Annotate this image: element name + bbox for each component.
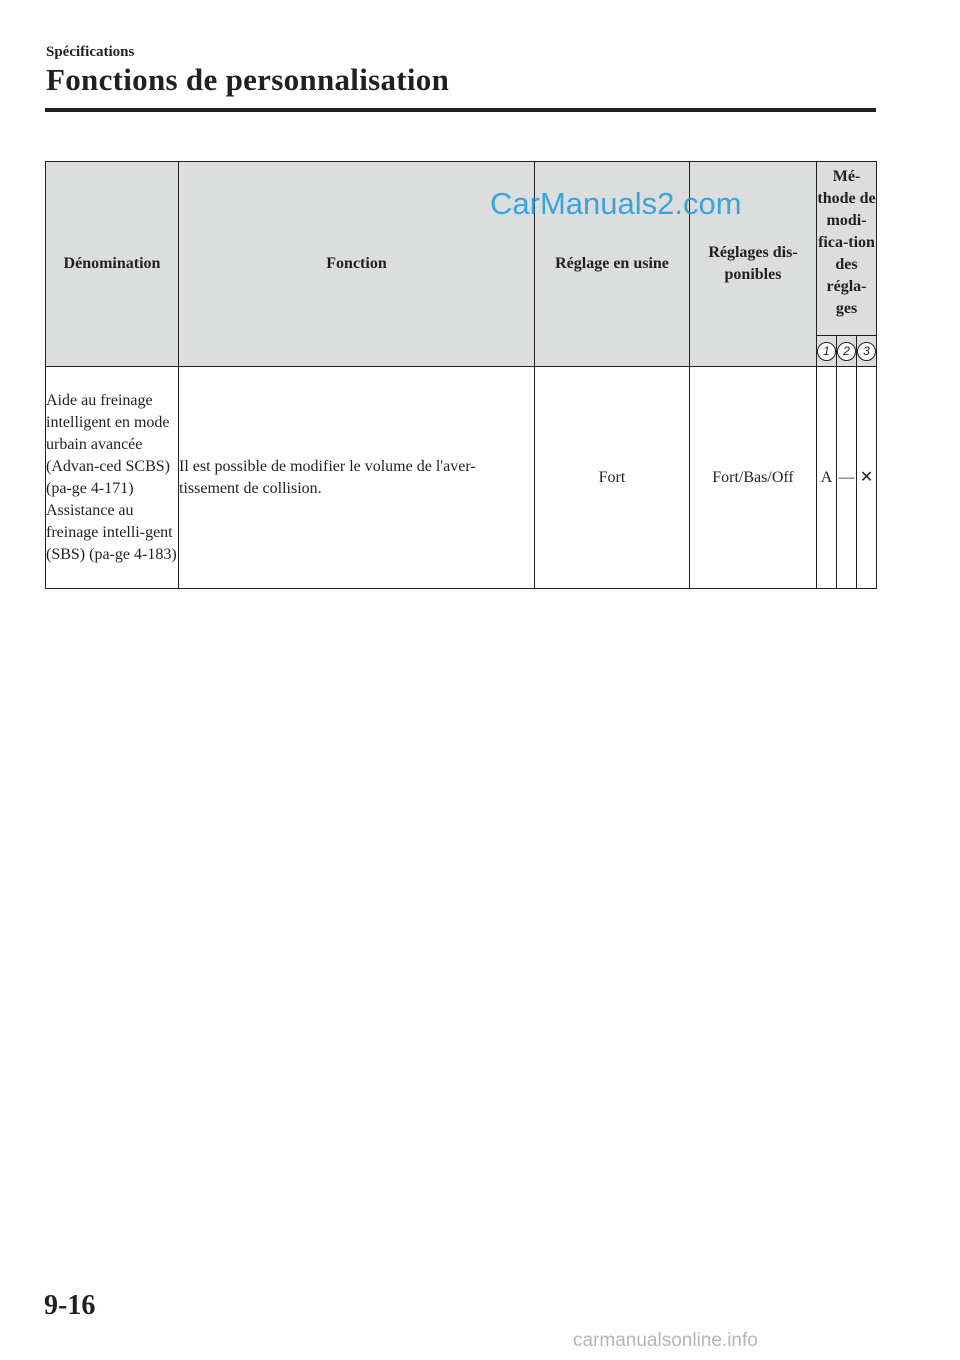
method-number-3-icon: 3	[857, 342, 876, 361]
method-number-2-icon: 2	[837, 342, 856, 361]
row-method-2: —	[837, 367, 857, 589]
method-column-1	[817, 336, 837, 367]
method-number-1-icon: 1	[817, 342, 836, 361]
row-factory-setting: Fort	[535, 367, 690, 589]
row-method-1: A	[817, 367, 837, 589]
method-column-3	[857, 336, 877, 367]
row-function: Il est possible de modifier le volume de l'aver-tissement de collision.	[179, 367, 535, 589]
row-name: Aide au freinage intelligent en mode urbain avancée (Advan-ced SCBS) (pa-ge 4-171) Assistance au freinage intelli-gent (SBS) (pa-ge 4-183)	[46, 367, 179, 589]
page-title: Fonctions de personnalisation	[46, 62, 450, 97]
section-label: Spécifications	[46, 44, 135, 60]
footer-site-watermark: carmanualsonline.info	[573, 1330, 758, 1351]
title-divider	[45, 108, 876, 112]
header-factory-setting: Réglage en usine	[535, 162, 690, 367]
header-function: Fonction	[179, 162, 535, 367]
table-row	[46, 367, 877, 589]
page-number: 9-16	[44, 1290, 96, 1321]
header-modification-method: Mé-thode de modi-fica-tion des régla-ges	[817, 162, 877, 336]
row-available-settings: Fort/Bas/Off	[690, 367, 817, 589]
header-available-settings: Réglages dis-ponibles	[690, 162, 817, 367]
header-name: Dénomination	[46, 162, 179, 367]
customization-table	[45, 161, 877, 589]
watermark-text: CarManuals2.com	[490, 186, 742, 221]
row-method-3: ✕	[857, 367, 877, 589]
method-column-2	[837, 336, 857, 367]
